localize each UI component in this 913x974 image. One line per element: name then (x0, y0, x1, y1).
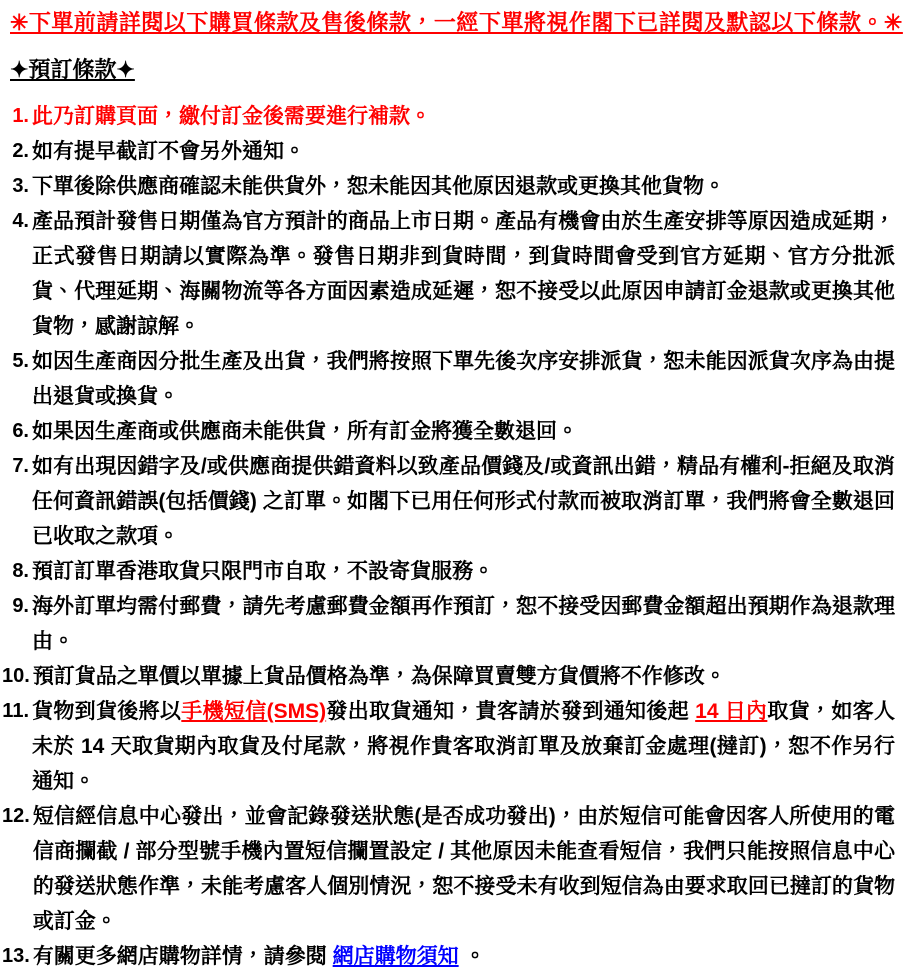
term-text-segment: 短信經信息中心發出，並會記錄發送狀態(是否成功發出)，由於短信可能會因客人所使用的電信商攔截 / 部分型號手機內置短信攔置設定 / 其他原因未能查看短信，我們只能按照信息中心的發送狀態作準，未能考慮客人個別情況，恕不接受未有收到短信為由要求取回已撻訂的貨物或訂金。 (32, 805, 895, 933)
term-text-segment: 下單後除供應商確認未能供貨外，恕未能因其他原因退款或更換其他貨物。 (32, 175, 725, 198)
term-number: 10. (2, 665, 30, 687)
pre-order-warning-banner: ✳下單前請詳閱以下購買條款及售後條款，一經下單將視作閣下已詳閱及默認以下條款。✳ (10, 10, 903, 35)
term-item (2, 449, 895, 554)
term-text (32, 99, 895, 134)
term-number: 11. (2, 700, 29, 722)
term-text-segment: 如有提早截訂不會另外通知。 (32, 140, 305, 163)
term-item (2, 589, 895, 659)
term-text-segment: 手機短信(SMS) (181, 700, 327, 723)
term-number: 3. (12, 175, 29, 197)
term-text-segment: 取貨，如客人未於 14 天取貨期內取貨及付尾款，將視作貴客取消訂單及放棄訂金處理(撻訂)，恕不作另行通知。 (32, 700, 895, 793)
term-text-segment: 貨物到貨後將以 (32, 700, 182, 723)
term-item (2, 414, 895, 449)
term-item (2, 344, 895, 414)
term-text (32, 589, 895, 659)
terms-list (2, 99, 895, 974)
term-item (2, 204, 895, 344)
term-number: 2. (12, 140, 29, 162)
term-item (2, 694, 895, 799)
term-text-segment: 海外訂單均需付郵費，請先考慮郵費金額再作預訂，恕不接受因郵費金額超出預期作為退款理由。 (32, 595, 895, 653)
term-number: 4. (12, 210, 29, 232)
term-text-segment: 預訂訂單香港取貨只限門市自取，不設寄貨服務。 (32, 560, 494, 583)
term-number: 8. (12, 560, 29, 582)
term-number: 12. (2, 805, 30, 827)
term-number: 7. (12, 455, 29, 477)
term-text (32, 134, 895, 169)
term-text (32, 169, 895, 204)
term-text-segment: 如因生產商因分批生產及出貨，我們將按照下單先後次序安排派貨，恕未能因派貨次序為由提出退貨或換貨。 (32, 350, 895, 408)
term-item (2, 99, 895, 134)
term-text-segment: 產品預計發售日期僅為官方預計的商品上市日期。產品有機會由於生產安排等原因造成延期，正式發售日期請以實際為準。發售日期非到貨時間，到貨時間會受到官方延期、官方分批派貨、代理延期、海關物流等各方面因素造成延遲，恕不接受以此原因申請訂金退款或更換其他貨物，感謝諒解。 (32, 210, 895, 338)
term-text-segment: 此乃訂購頁面，繳付訂金後需要進行補款。 (32, 105, 431, 128)
term-item (2, 659, 895, 694)
term-item (2, 554, 895, 589)
term-item (2, 799, 895, 939)
term-text-segment: 預訂貨品之單價以單據上貨品價格為準，為保障買賣雙方貨價將不作修改。 (32, 665, 726, 688)
term-number: 9. (12, 595, 29, 617)
section-title-preorder-terms: ✦預訂條款✦ (10, 57, 135, 82)
term-text (32, 554, 895, 589)
term-text-segment: 如有出現因錯字及/或供應商提供錯資料以致產品價錢及/或資訊出錯，精品有權利-拒絕及取消任何資訊錯誤(包括價錢) 之訂單。如閣下已用任何形式付款而被取消訂單，我們將會全數退回已收取之款項。 (32, 455, 895, 548)
term-text-segment: 發出取貨通知，貴客請於發到通知後起 (326, 700, 696, 723)
shop-guide-link[interactable]: 網店購物須知 (332, 945, 459, 968)
term-text (32, 414, 895, 449)
term-item (2, 939, 895, 974)
term-number: 13. (2, 945, 30, 967)
term-number: 1. (12, 105, 29, 127)
term-text (32, 449, 895, 554)
term-text-segment: 有關更多網店購物詳情，請參閱 (32, 945, 333, 968)
term-text-segment: 14 日內 (695, 700, 768, 723)
term-item (2, 134, 895, 169)
term-text (33, 659, 895, 694)
term-text-segment: 。 (458, 945, 486, 968)
term-text (33, 799, 895, 939)
term-text-segment: 如果因生產商或供應商未能供貨，所有訂金將獲全數退回。 (32, 420, 578, 443)
term-number: 5. (12, 350, 29, 372)
term-text (32, 694, 895, 799)
term-number: 6. (12, 420, 29, 442)
term-text (32, 204, 895, 344)
term-text (32, 344, 895, 414)
term-text (33, 939, 895, 974)
term-item (2, 169, 895, 204)
